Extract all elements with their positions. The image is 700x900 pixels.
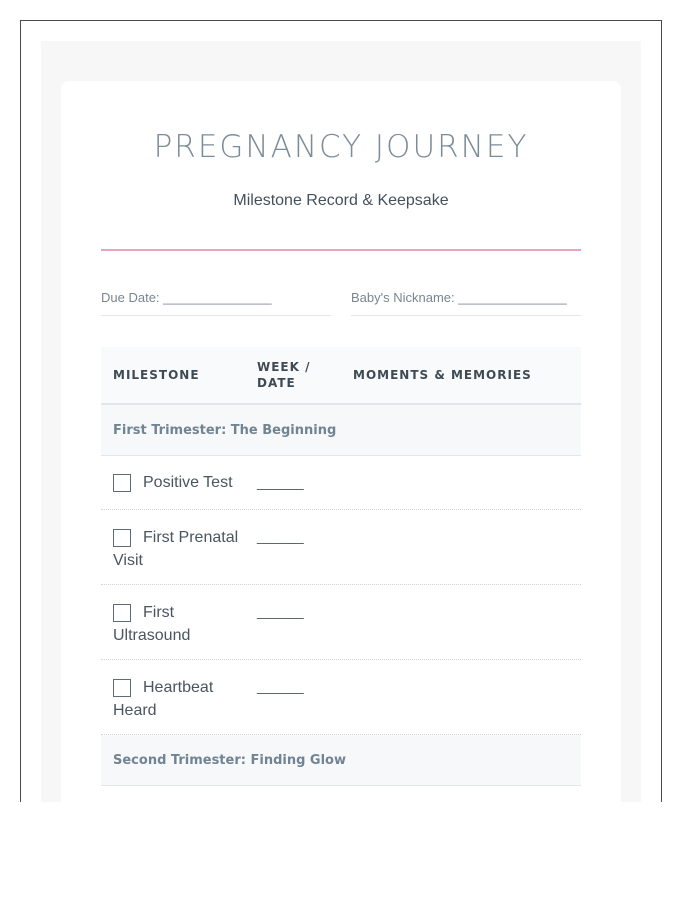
header-memories: MOMENTS & MEMORIES xyxy=(353,368,532,382)
document-frame xyxy=(20,20,662,802)
table-row xyxy=(101,660,581,735)
milestone-label: First Prenatal Visit xyxy=(113,529,239,569)
milestone-label: Positive Test xyxy=(143,474,233,491)
table-row xyxy=(101,510,581,585)
week-date-blank[interactable]: ______ xyxy=(257,528,304,544)
baby-nickname-field[interactable]: Baby's Nickname: _______________ xyxy=(351,290,581,316)
section-title: Second Trimester: Finding Glow xyxy=(113,753,346,768)
page-subtitle: Milestone Record & Keepsake xyxy=(233,192,449,209)
week-date-blank[interactable]: ______ xyxy=(257,603,304,619)
table-header xyxy=(101,347,581,405)
due-date-field[interactable]: Due Date: _______________ xyxy=(101,290,331,316)
accent-divider xyxy=(101,249,581,251)
page-background xyxy=(41,41,641,802)
section-title: First Trimester: The Beginning xyxy=(113,423,337,438)
keepsake-card xyxy=(61,81,621,802)
milestone-label: Heartbeat Heard xyxy=(113,679,214,719)
page-title: PREGNANCY JOURNEY xyxy=(153,129,529,165)
table-row xyxy=(101,585,581,660)
header-week-date: WEEK / DATE xyxy=(257,360,311,390)
milestone-table xyxy=(101,347,581,786)
week-date-blank[interactable]: ______ xyxy=(257,474,304,490)
week-date-blank[interactable]: ______ xyxy=(257,678,304,694)
table-row xyxy=(101,456,581,510)
header-milestone: MILESTONE xyxy=(113,368,200,382)
section-header xyxy=(101,405,581,456)
section-header xyxy=(101,735,581,786)
milestone-label: First Ultrasound xyxy=(113,604,191,644)
